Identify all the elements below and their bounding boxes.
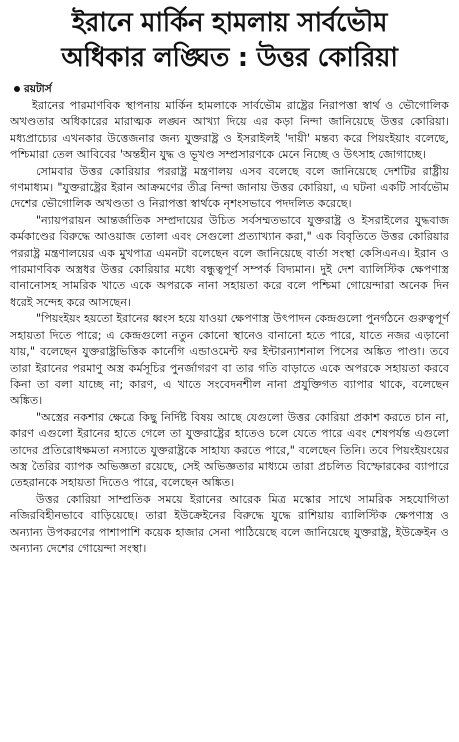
bullet-icon: [14, 86, 20, 92]
paragraph-4: "পিয়ংইয়ং হয়তো ইরানের ধ্বংস হয়ে যাওয়া ক্ষেপণাস্ত্র উৎপাদন কেন্দ্রগুলো পুনর্গঠনে গুরুত্বপূর্ণ সহায়তা দিতে পারে; এ কেন্দ্রগুলো নতুন কোনো স্থানেও বানানো হতে পারে, যাতে নজর এড়ানো যায়," বলেছেন যুক্তরাষ্ট্রভিত্তিক কার্নেগি এন্ডাওমেন্ট ফর ইন্টারন্যাশনাল পিসের অঙ্কিত পাণ্ডা। তবে তারা ইরানের পরমাণু অস্ত্র কর্মসূচির পুনর্জাগরণ বা তার গতি বাড়াতে একে অপরকে সহায়তা করবে কিনা তা বলা যাচ্ছে না; কারণ, এ খাতে সংবেদনশীল নানা প্রযুক্তিগত ব্যাপার থাকে, বলেছেন অঙ্কিত।: [10, 312, 449, 408]
paragraph-2: সোমবার উত্তর কোরিয়ার পররাষ্ট্র মন্ত্রণালয় এসব বলেছে বলে জানিয়েছে দেশটির রাষ্ট্রীয় গণমাধ্যম। "যুক্তরাষ্ট্রের ইরান আক্রমণের তীব্র নিন্দা জানায় উত্তর কোরিয়া, এ ঘটনা একটি সার্বভৌম দেশের ভৌগোলিক অখণ্ডতা ও নিরাপত্তা স্বার্থকে নৃশংসভাবে পদদলিত করেছে।: [10, 164, 449, 211]
headline-line-2: অধিকার লঙ্ঘিত : উত্তর কোরিয়া: [61, 43, 398, 73]
headline-line-1: ইরানে মার্কিন হামলায় সার্বভৌম: [71, 8, 388, 38]
byline: [0, 76, 459, 96]
paragraph-6: উত্তর কোরিয়া সাম্প্রতিক সময়ে ইরানের আরেক মিত্র মস্কোর সাথে সামরিক সহযোগিতা নজিরবিহীনভাবে বাড়িয়েছে। তারা ইউক্রেইনের বিরুদ্ধে যুদ্ধে রাশিয়ায় ব্যালিস্টিক ক্ষেপণাস্ত্র ও অন্যান্য উপকরণের পাশাপাশি কয়েক হাজার সেনা পাঠিয়েছে বলে জানিয়েছে যুক্তরাষ্ট্র, ইউক্রেইন ও অন্যান্য দেশের গোয়েন্দা সংস্থা।: [10, 492, 449, 555]
byline-source: রয়টার্স: [24, 83, 52, 95]
paragraph-3: "ন্যায়পরায়ন আন্তর্জাতিক সম্প্রদায়ের উচিত সর্বসম্মতভাবে যুক্তরাষ্ট্র ও ইসরাইলের যুদ্ধবাজ কর্মকাণ্ডের বিরুদ্ধে আওয়াজ তোলা এবং সেগুলো প্রত্যাখ্যান করা," এক বিবৃতিতে উত্তর কোরিয়ার পররাষ্ট্র মন্ত্রণালয়ের এক মুখপাত্র এমনটা বলেছেন বলে জানিয়েছে বার্তা সংস্থা কেসিএনএ। ইরান ও পারমাণবিক অস্ত্রধর উত্তর কোরিয়ার মধ্যে বন্ধুত্বপূর্ণ সম্পর্ক বিদ্যমান। দুই দেশ ব্যালিস্টিক ক্ষেপণাস্ত্র বানানোসহ সামরিক খাতে একে অপরকে নানা সহায়তা করে বলে পশ্চিমা গোয়েন্দারা অনেক দিন ধরেই সন্দেহ করে আসছেন।: [10, 213, 449, 309]
headline: [0, 0, 459, 76]
article-body: [0, 96, 459, 557]
paragraph-5: "অস্ত্রের নকশার ক্ষেত্রে কিছু নির্দিষ্ট বিষয় আছে যেগুলো উত্তর কোরিয়া প্রকাশ করতে চান না, কারণ এগুলো ইরানের হাতে গেলে তা যুক্তরাষ্ট্রের হাতেও চলে যেতে পারে এবং শেষপর্যন্ত এগুলো তাদের প্রতিরোধক্ষমতা নস্যাতে যুক্তরাষ্ট্রকে সাহায্য করতে পারে," বলেছেন তিনি। তবে পিয়ংইয়ংয়ের অস্ত্র তৈরির ব্যাপক অভিজ্ঞতা রয়েছে, সেই অভিজ্ঞতার মাধ্যমে তারা প্রচলিত বিস্ফোরকের ব্যাপারে তেহরানকে সহায়তা দিতেও পারে, বলেছেন অঙ্কিত।: [10, 410, 449, 490]
paragraph-1: ইরানের পারমাণবিক স্থাপনায় মার্কিন হামলাকে সার্বভৌম রাষ্ট্রের নিরাপত্তা স্বার্থ ও ভৌগোলিক অখণ্ডতার অধিকারের মারাত্মক লঙ্ঘন আখ্যা দিয়ে এর কড়া নিন্দা জানিয়েছে উত্তর কোরিয়া। মধ্যপ্রাচ্যের এখনকার উত্তেজনার জন্য যুক্তরাষ্ট্র ও ইসরাইলই 'দায়ী' মন্তব্য করে পিয়ংইয়াং বলেছে, পশ্চিমারা তেল আবিবের 'অন্তহীন যুদ্ধ ও ভূখণ্ড সম্প্রসারণকে মেনে নিচ্ছে ও উৎসাহ জোগাচ্ছে।: [10, 99, 449, 162]
